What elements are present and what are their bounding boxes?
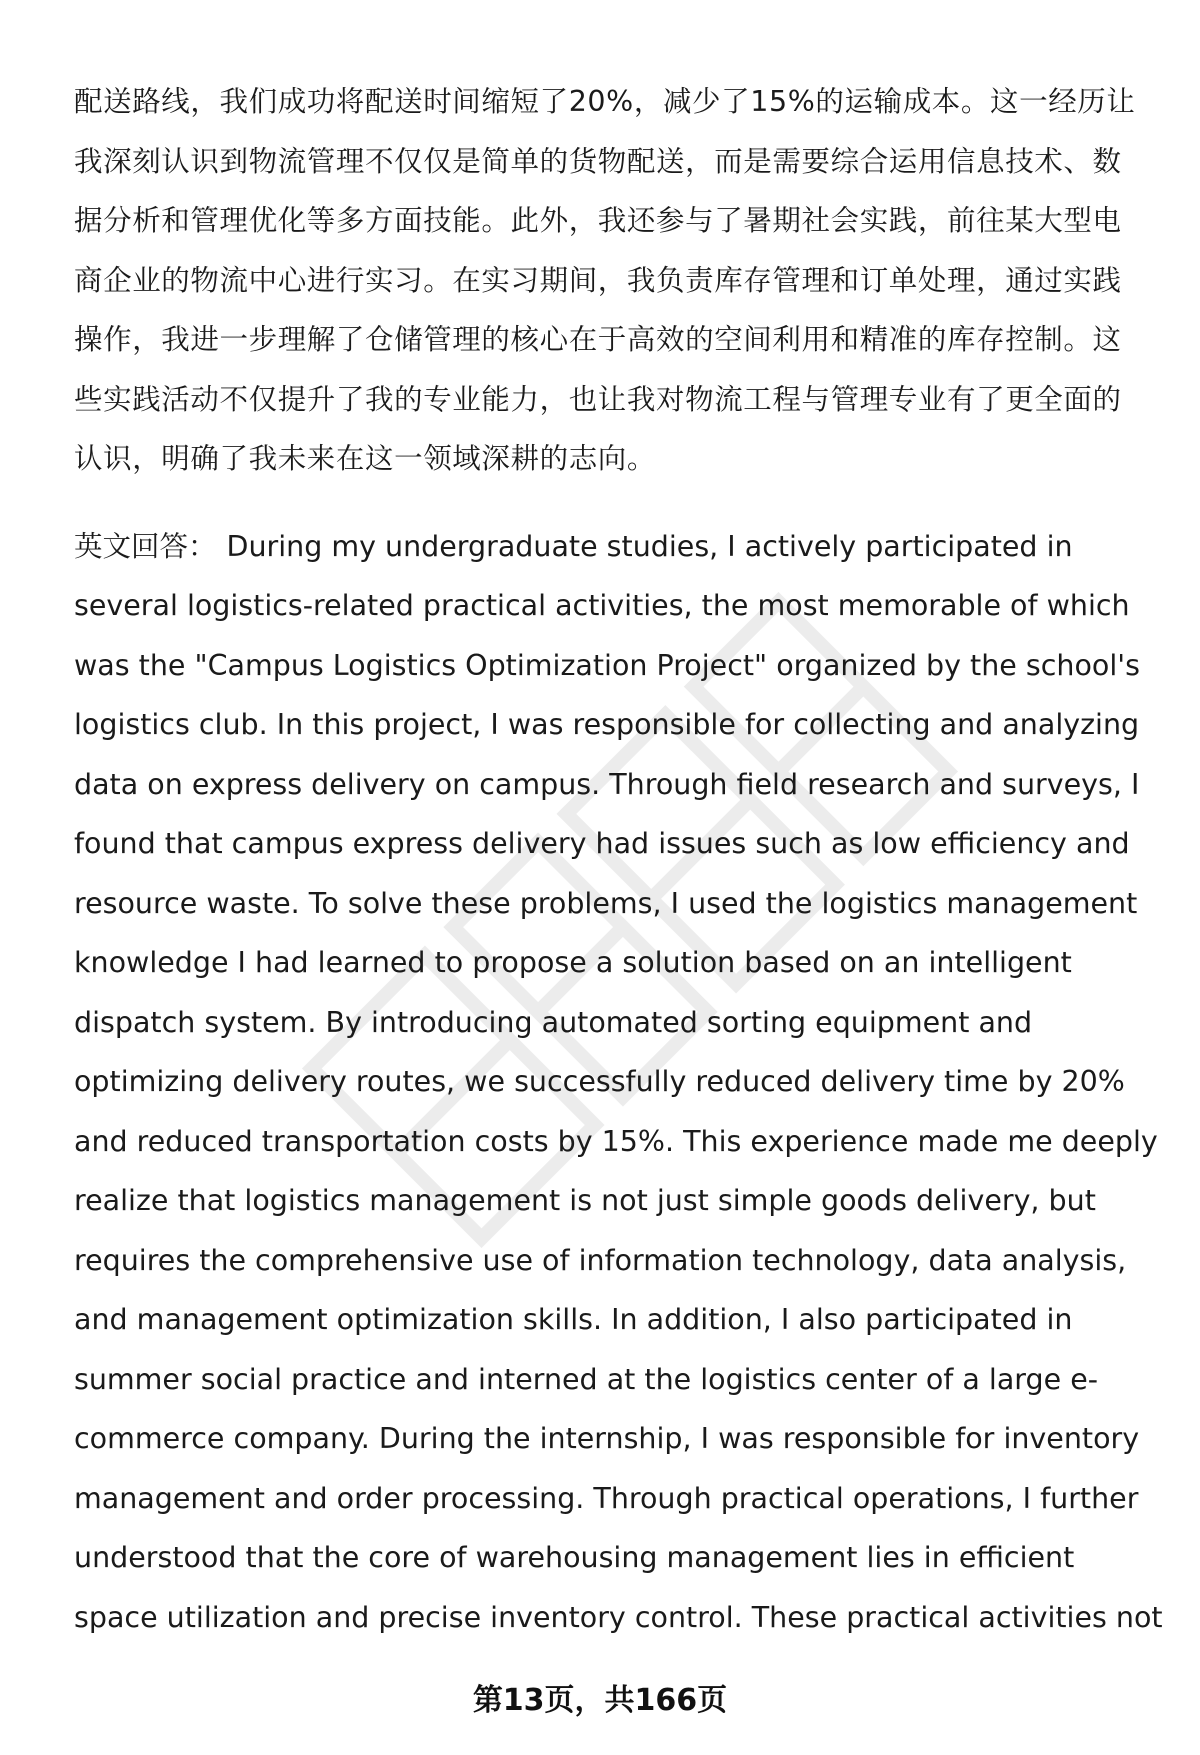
text-line: 些实践活动不仅提升了我的专业能力，也让我对物流工程与管理专业有了更全面的 <box>74 382 1122 416</box>
text-line: optimizing delivery routes, we successfully reduced delivery time by 20% <box>74 1065 1125 1098</box>
page-number-footer: 第13页，共166页 <box>472 1683 728 1718</box>
text-line: 据分析和管理优化等多方面技能。此外，我还参与了暑期社会实践，前往某大型电 <box>74 204 1122 237</box>
text-line: dispatch system. By introducing automated sorting equipment and <box>74 1005 1033 1039</box>
text-line: 认识，明确了我未来在这一领域深耕的志向。 <box>74 442 657 475</box>
text-line: understood that the core of warehousing management lies in efficient <box>74 1541 1075 1574</box>
text-line: management and order processing. Through practical operations, I further <box>74 1481 1139 1515</box>
text-line: 配送路线，我们成功将配送时间缩短了20%，减少了15%的运输成本。这一经历让 <box>74 85 1136 118</box>
text-line: resource waste. To solve these problems, I used the logistics management <box>74 886 1138 920</box>
text-line: and management optimization skills. In addition, I also participated in <box>74 1303 1073 1336</box>
text-line: knowledge I had learned to propose a solution based on an intelligent <box>74 946 1072 979</box>
text-line: 操作，我进一步理解了仓储管理的核心在于高效的空间利用和精准的库存控制。这 <box>74 323 1122 356</box>
text-line: logistics club. In this project, I was responsible for collecting and analyzing <box>74 708 1140 741</box>
text-line: data on express delivery on campus. Through field research and surveys, I <box>74 767 1140 801</box>
text-line-first <box>74 517 1154 577</box>
text-line: requires the comprehensive use of information technology, data analysis, <box>74 1243 1127 1277</box>
main-content <box>74 72 1163 1647</box>
text-line: was the "Campus Logistics Optimization Project" organized by the school's <box>74 648 1140 682</box>
text-line: space utilization and precise inventory control. These practical activities not <box>74 1600 1163 1634</box>
text-line: commerce company. During the internship, I was responsible for inventory <box>74 1422 1140 1455</box>
text-line: 商企业的物流中心进行实习。在实习期间，我负责库存管理和订单处理，通过实践 <box>74 263 1122 297</box>
text-line: several logistics-related practical activities, the most memorable of which <box>74 589 1130 622</box>
text-line: realize that logistics management is not just simple goods delivery, but <box>74 1184 1096 1217</box>
text-line: found that campus express delivery had issues such as low efficiency and <box>74 827 1130 860</box>
chinese-answer-paragraph <box>74 72 1154 489</box>
first-line-text: During my undergraduate studies, I actively participated in <box>226 529 1073 563</box>
english-answer-paragraph <box>74 517 1163 1648</box>
text-line: and reduced transportation costs by 15%. This experience made me deeply <box>74 1124 1158 1158</box>
answer-label: 英文回答： <box>74 529 217 563</box>
text-line: 我深刻认识到物流管理不仅仅是简单的货物配送，而是需要综合运用信息技术、数 <box>74 144 1122 178</box>
text-line: summer social practice and interned at the logistics center of a large e- <box>74 1362 1099 1396</box>
